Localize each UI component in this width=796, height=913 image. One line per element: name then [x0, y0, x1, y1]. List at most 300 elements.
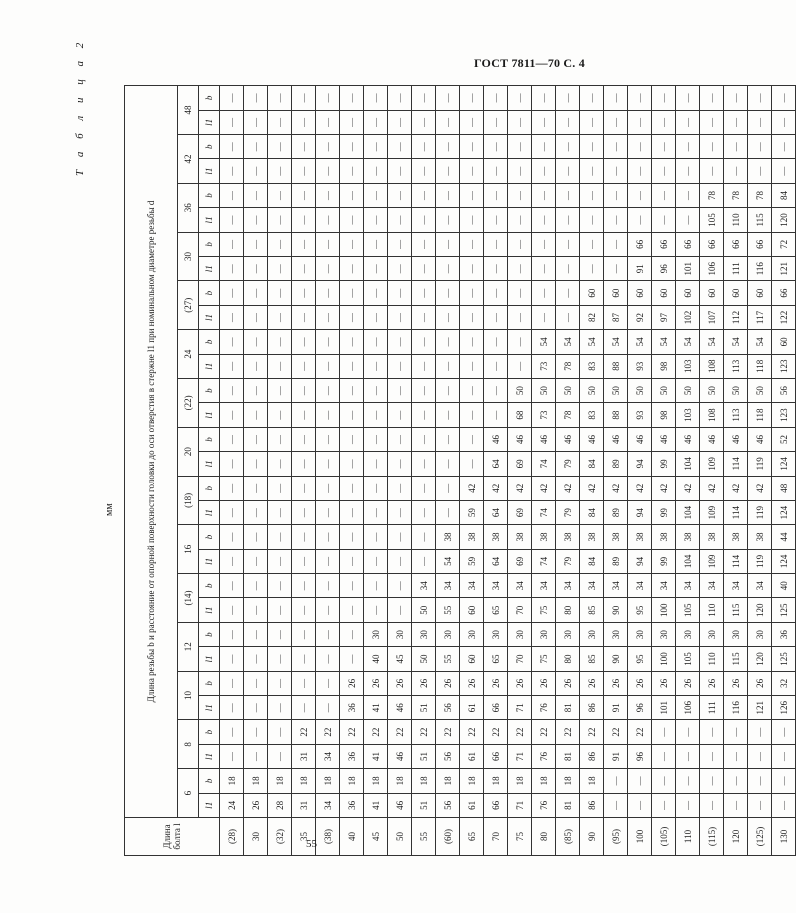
table-cell: —	[292, 622, 316, 646]
table-cell: 22	[364, 720, 388, 744]
table-cell: 50	[628, 378, 652, 402]
table-cell: 30	[748, 622, 772, 646]
table-cell: —	[364, 452, 388, 476]
table-cell: —	[244, 598, 268, 622]
table-cell: 30	[556, 622, 580, 646]
units-label: мм	[104, 503, 115, 516]
table-cell: —	[508, 330, 532, 354]
table-cell: —	[316, 135, 340, 159]
table-cell: —	[676, 135, 700, 159]
main-column-header: Длина резьбы b и расстояние от опорной поверхности головки до оси отверстия в стержне l1 при номинальном диаметре резьбы d	[125, 86, 178, 818]
table-cell: 111	[724, 257, 748, 281]
table-cell: 30	[484, 622, 508, 646]
table-row	[724, 86, 748, 856]
table-cell: 124	[772, 549, 796, 573]
table-cell: —	[580, 86, 604, 111]
table-cell: —	[580, 159, 604, 183]
table-cell: 31	[292, 793, 316, 817]
table-cell: 61	[460, 744, 484, 768]
table-cell: 66	[484, 793, 508, 817]
table-cell: —	[364, 476, 388, 500]
table-cell: —	[364, 598, 388, 622]
table-cell: —	[748, 159, 772, 183]
table-cell: —	[508, 232, 532, 256]
table-cell: —	[244, 354, 268, 378]
table-cell: —	[340, 159, 364, 183]
table-cell: —	[220, 257, 244, 281]
table-cell: 34	[724, 574, 748, 598]
table-cell: —	[340, 257, 364, 281]
sub-header-l1: l1	[199, 744, 220, 768]
diameter-header: 20	[178, 427, 199, 476]
table-cell: —	[556, 110, 580, 134]
diameter-header: (22)	[178, 378, 199, 427]
table-cell: —	[388, 281, 412, 305]
table-cell: 93	[628, 403, 652, 427]
table-cell: 50	[604, 378, 628, 402]
table-cell: 66	[484, 696, 508, 720]
table-cell: —	[436, 208, 460, 232]
table-cell: 38	[652, 525, 676, 549]
table-cell: —	[460, 257, 484, 281]
table-cell: 116	[724, 696, 748, 720]
table-cell: 87	[604, 305, 628, 329]
table-cell: —	[388, 232, 412, 256]
table-cell: 69	[508, 500, 532, 524]
table-cell: 84	[580, 500, 604, 524]
table-cell: 41	[364, 744, 388, 768]
table-cell: —	[220, 671, 244, 695]
table-cell: 22	[484, 720, 508, 744]
table-cell: —	[268, 281, 292, 305]
table-cell: —	[340, 354, 364, 378]
table-cell: 90	[604, 647, 628, 671]
table-cell: 54	[628, 330, 652, 354]
table-cell: —	[652, 769, 676, 793]
table-cell: —	[268, 232, 292, 256]
table-cell: —	[580, 232, 604, 256]
table-row	[220, 86, 244, 856]
table-cell: —	[388, 183, 412, 207]
table-cell: —	[316, 354, 340, 378]
table-cell: 30	[412, 622, 436, 646]
table-cell: —	[580, 257, 604, 281]
table-cell: 46	[556, 427, 580, 451]
table-cell: 30	[604, 622, 628, 646]
table-cell: 95	[628, 647, 652, 671]
table-cell: —	[436, 427, 460, 451]
table-cell: 54	[580, 330, 604, 354]
table-cell: 51	[412, 744, 436, 768]
table-row	[652, 86, 676, 856]
table-cell: 18	[292, 769, 316, 793]
table-cell: —	[412, 549, 436, 573]
table-cell: 60	[676, 281, 700, 305]
table-cell: 84	[580, 549, 604, 573]
table-cell: —	[556, 305, 580, 329]
table-cell: —	[460, 427, 484, 451]
table-cell: 97	[652, 305, 676, 329]
table-cell: 60	[460, 647, 484, 671]
table-cell: 110	[700, 598, 724, 622]
table-cell: —	[364, 159, 388, 183]
table-cell: 56	[436, 696, 460, 720]
table-cell: —	[316, 208, 340, 232]
table-cell: 108	[700, 354, 724, 378]
table-cell: 24	[220, 793, 244, 817]
table-cell: —	[244, 330, 268, 354]
table-cell: 50	[676, 378, 700, 402]
table-cell: —	[436, 257, 460, 281]
table-cell: —	[268, 403, 292, 427]
table-cell: —	[628, 135, 652, 159]
table-cell: 109	[700, 452, 724, 476]
table-cell: —	[292, 159, 316, 183]
table-cell: —	[244, 135, 268, 159]
table-cell: 26	[340, 671, 364, 695]
table-cell: —	[388, 427, 412, 451]
table-cell: —	[268, 305, 292, 329]
table-cell: 42	[676, 476, 700, 500]
table-cell: —	[412, 208, 436, 232]
table-cell: —	[340, 403, 364, 427]
sub-header-l1: l1	[199, 500, 220, 524]
table-cell: —	[316, 427, 340, 451]
sub-header-l1: l1	[199, 549, 220, 573]
table-cell: —	[484, 257, 508, 281]
table-cell: 79	[556, 500, 580, 524]
table-cell: —	[244, 232, 268, 256]
table-cell: 78	[556, 354, 580, 378]
table-cell: 34	[412, 574, 436, 598]
table-cell: —	[652, 183, 676, 207]
table-cell: —	[268, 671, 292, 695]
table-cell: —	[436, 452, 460, 476]
table-cell: —	[412, 403, 436, 427]
table-cell: 91	[628, 257, 652, 281]
table-cell: 26	[748, 671, 772, 695]
table-cell: 22	[412, 720, 436, 744]
table-cell: 100	[652, 647, 676, 671]
table-cell: —	[532, 305, 556, 329]
table-cell: 55	[436, 598, 460, 622]
table-cell: —	[292, 696, 316, 720]
table-cell: —	[340, 549, 364, 573]
table-row	[340, 86, 364, 856]
table-cell: 46	[388, 696, 412, 720]
table-row	[508, 86, 532, 856]
table-cell: —	[340, 330, 364, 354]
table-cell: 46	[388, 744, 412, 768]
table-cell: 42	[700, 476, 724, 500]
table-cell: —	[340, 598, 364, 622]
table-cell: 98	[652, 354, 676, 378]
table-cell: 38	[700, 525, 724, 549]
table-cell: —	[364, 330, 388, 354]
table-cell: 26	[436, 671, 460, 695]
table-cell: —	[532, 257, 556, 281]
table-cell: 75	[532, 647, 556, 671]
page-number: 55	[306, 838, 317, 850]
table-row	[604, 86, 628, 856]
table-row	[484, 86, 508, 856]
table-cell: 121	[748, 696, 772, 720]
table-row	[292, 86, 316, 856]
table-row	[436, 86, 460, 856]
table-cell: —	[244, 720, 268, 744]
table-cell: —	[268, 135, 292, 159]
thread-length-table	[124, 85, 796, 856]
table-cell: 90	[604, 598, 628, 622]
table-cell: 34	[436, 574, 460, 598]
table-cell: —	[460, 452, 484, 476]
table-cell: —	[244, 257, 268, 281]
table-cell: 60	[700, 281, 724, 305]
table-cell: 66	[676, 232, 700, 256]
table-cell: 34	[460, 574, 484, 598]
table-cell: 54	[532, 330, 556, 354]
table-cell: —	[340, 525, 364, 549]
table-cell: —	[412, 183, 436, 207]
table-cell: —	[604, 208, 628, 232]
table-cell: —	[220, 500, 244, 524]
table-cell: 66	[628, 232, 652, 256]
table-cell: —	[724, 86, 748, 111]
table-cell: 107	[700, 305, 724, 329]
table-cell: 42	[580, 476, 604, 500]
table-cell: 26	[460, 671, 484, 695]
table-cell: 34	[316, 793, 340, 817]
table-cell: —	[220, 330, 244, 354]
table-cell: —	[268, 525, 292, 549]
diameter-header: 10	[178, 671, 199, 720]
bolt-length-cell: (105)	[652, 818, 676, 856]
table-cell: —	[244, 159, 268, 183]
table-cell: 75	[532, 598, 556, 622]
table-cell: 18	[484, 769, 508, 793]
table-label: Т а б л и ц а 2	[74, 37, 86, 176]
table-cell: —	[748, 769, 772, 793]
table-cell: 51	[412, 696, 436, 720]
table-cell: —	[628, 793, 652, 817]
table-cell: 109	[700, 549, 724, 573]
table-cell: —	[268, 744, 292, 768]
bolt-length-cell: 50	[388, 818, 412, 856]
table-cell: 66	[700, 232, 724, 256]
table-cell: —	[700, 720, 724, 744]
table-cell: —	[244, 183, 268, 207]
table-cell: 34	[484, 574, 508, 598]
table-cell: —	[316, 305, 340, 329]
table-cell: —	[388, 330, 412, 354]
table-cell: 86	[580, 793, 604, 817]
table-cell: 110	[724, 208, 748, 232]
table-cell: —	[532, 183, 556, 207]
table-cell: —	[676, 159, 700, 183]
table-cell: —	[364, 500, 388, 524]
table-cell: —	[388, 574, 412, 598]
table-cell: 38	[724, 525, 748, 549]
table-cell: —	[724, 159, 748, 183]
table-cell: 42	[604, 476, 628, 500]
table-cell: 115	[724, 647, 748, 671]
table-cell: —	[316, 330, 340, 354]
table-cell: —	[220, 476, 244, 500]
table-cell: —	[676, 744, 700, 768]
table-cell: —	[220, 696, 244, 720]
table-cell: —	[220, 110, 244, 134]
table-cell: 125	[772, 647, 796, 671]
table-cell: —	[388, 500, 412, 524]
table-cell: —	[316, 476, 340, 500]
table-cell: 124	[772, 452, 796, 476]
table-cell: 125	[772, 598, 796, 622]
table-cell: —	[628, 183, 652, 207]
table-cell: —	[388, 110, 412, 134]
table-cell: —	[532, 86, 556, 111]
table-cell: 99	[652, 549, 676, 573]
table-cell: —	[316, 671, 340, 695]
table-cell: —	[604, 110, 628, 134]
table-cell: —	[652, 159, 676, 183]
table-cell: —	[436, 403, 460, 427]
table-cell: 26	[484, 671, 508, 695]
table-cell: —	[388, 549, 412, 573]
table-cell: —	[268, 647, 292, 671]
table-cell: 117	[748, 305, 772, 329]
table-cell: 110	[700, 647, 724, 671]
table-cell: —	[436, 378, 460, 402]
table-cell: —	[316, 622, 340, 646]
bolt-length-cell: (60)	[436, 818, 460, 856]
table-cell: 116	[748, 257, 772, 281]
table-cell: —	[436, 330, 460, 354]
table-cell: —	[508, 305, 532, 329]
table-cell: 115	[748, 208, 772, 232]
table-cell: —	[532, 208, 556, 232]
table-cell: 18	[316, 769, 340, 793]
table-cell: 79	[556, 452, 580, 476]
table-cell: —	[220, 525, 244, 549]
table-cell: 46	[508, 427, 532, 451]
table-cell: 34	[604, 574, 628, 598]
table-cell: —	[364, 257, 388, 281]
table-cell: —	[268, 257, 292, 281]
sub-header-l1: l1	[199, 647, 220, 671]
table-cell: 81	[556, 696, 580, 720]
table-cell: 60	[604, 281, 628, 305]
table-cell: 38	[436, 525, 460, 549]
bolt-length-cell: (32)	[268, 818, 292, 856]
table-cell: —	[244, 476, 268, 500]
table-cell: 96	[652, 257, 676, 281]
table-cell: —	[388, 525, 412, 549]
table-cell: 106	[700, 257, 724, 281]
table-cell: —	[436, 86, 460, 111]
table-cell: 18	[388, 769, 412, 793]
table-cell: 99	[652, 500, 676, 524]
table-cell: —	[268, 476, 292, 500]
table-cell: 114	[724, 500, 748, 524]
table-cell: 50	[748, 378, 772, 402]
table-cell: 89	[604, 549, 628, 573]
table-cell: —	[460, 110, 484, 134]
bolt-length-cell: 120	[724, 818, 748, 856]
table-cell: 119	[748, 549, 772, 573]
table-cell: 71	[508, 744, 532, 768]
table-cell: 78	[724, 183, 748, 207]
table-cell: 26	[508, 671, 532, 695]
table-cell: —	[268, 354, 292, 378]
table-cell: —	[316, 378, 340, 402]
table-cell: —	[292, 452, 316, 476]
table-cell: —	[268, 378, 292, 402]
table-cell: —	[652, 793, 676, 817]
table-cell: 126	[772, 696, 796, 720]
table-cell: 30	[724, 622, 748, 646]
table-cell: —	[628, 769, 652, 793]
table-cell: —	[388, 476, 412, 500]
diameter-header: 24	[178, 330, 199, 379]
sub-header-l1: l1	[199, 208, 220, 232]
table-cell: —	[436, 135, 460, 159]
table-cell: 112	[724, 305, 748, 329]
table-cell: —	[436, 110, 460, 134]
table-cell: —	[412, 354, 436, 378]
table-cell: 50	[724, 378, 748, 402]
table-cell: —	[676, 769, 700, 793]
table-cell: —	[412, 500, 436, 524]
table-cell: 114	[724, 549, 748, 573]
table-cell: 30	[460, 622, 484, 646]
table-cell: 108	[700, 403, 724, 427]
table-cell: 22	[532, 720, 556, 744]
table-cell: 30	[364, 622, 388, 646]
table-cell: 95	[628, 598, 652, 622]
table-cell: —	[292, 110, 316, 134]
table-cell: —	[700, 793, 724, 817]
table-cell: 98	[652, 403, 676, 427]
table-cell: 42	[652, 476, 676, 500]
table-cell: 91	[604, 696, 628, 720]
table-cell: 50	[508, 378, 532, 402]
table-cell: —	[412, 257, 436, 281]
table-cell: 120	[772, 208, 796, 232]
table-cell: —	[268, 598, 292, 622]
table-cell: —	[220, 305, 244, 329]
table-cell: —	[292, 208, 316, 232]
table-cell: 64	[484, 549, 508, 573]
table-cell: 76	[532, 744, 556, 768]
table-cell: —	[220, 744, 244, 768]
table-cell: —	[412, 110, 436, 134]
table-cell: —	[484, 305, 508, 329]
table-cell: —	[220, 403, 244, 427]
table-cell: —	[316, 647, 340, 671]
table-cell: —	[316, 574, 340, 598]
table-cell: 114	[724, 452, 748, 476]
table-cell: —	[340, 378, 364, 402]
table-cell: —	[580, 110, 604, 134]
table-cell: 104	[676, 500, 700, 524]
table-cell: —	[604, 257, 628, 281]
table-cell: 42	[724, 476, 748, 500]
table-cell: 34	[556, 574, 580, 598]
table-cell: —	[484, 86, 508, 111]
table-cell: —	[556, 281, 580, 305]
table-cell: —	[604, 159, 628, 183]
table-cell: —	[340, 622, 364, 646]
